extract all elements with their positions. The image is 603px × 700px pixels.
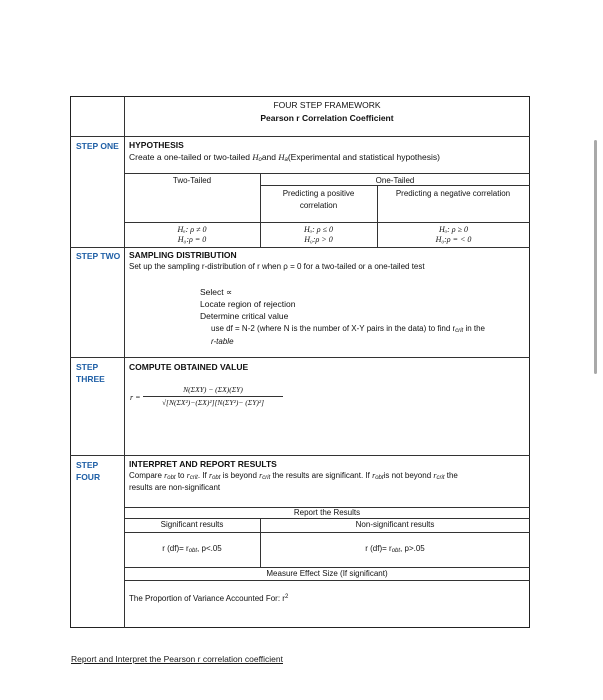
two-tailed-h1: Hₐ: ρ ≠ 0 (177, 225, 207, 234)
divider (70, 455, 530, 456)
significant-header: Significant results (160, 520, 224, 529)
negative-h0: H₀:ρ = < 0 (435, 235, 472, 244)
formula-numerator: N(ΣXY) − (ΣX)(ΣY) (183, 385, 243, 394)
divider (124, 567, 530, 568)
divider (124, 222, 530, 223)
step-one-text: Create a one-tailed or two-tailed Hoand Ha(Experimental and statistical hypothesis) (129, 152, 440, 163)
step-four-text-line2: results are non-significant (129, 483, 221, 492)
divider (70, 247, 530, 248)
divider (124, 580, 530, 581)
report-results-header: Report the Results (293, 508, 361, 517)
divider (260, 185, 530, 186)
step-two-text: Set up the sampling r-distribution of r when ρ = 0 for a two-tailed or a one-tailed test (129, 262, 425, 271)
vertical-scrollbar[interactable] (594, 140, 597, 374)
positive-h0: H₀:ρ > 0 (304, 235, 333, 244)
step-one-label: STEP ONE (76, 141, 119, 151)
non-significant-value: r (df)= robt, p>.05 (365, 544, 425, 554)
divider (124, 173, 530, 174)
divider (124, 532, 530, 533)
two-tailed-header: Two-Tailed (172, 176, 212, 185)
interpret-pearson-link[interactable]: Report and Interpret the Pearson r correlation coefficient (71, 654, 283, 664)
significant-value: r (df)= robt, p<.05 (162, 544, 222, 554)
step-four-heading: INTERPRET AND REPORT RESULTS (129, 459, 277, 469)
one-tailed-header: One-Tailed (375, 176, 415, 185)
negative-h1: Hₐ: ρ ≥ 0 (438, 225, 468, 234)
use-df: use df = N-2 (where N is the number of X-Y pairs in the data) to find rcrit in the (211, 324, 486, 334)
r-equals: r = (130, 393, 141, 402)
divider (70, 357, 530, 358)
positive-h1: Hₐ: ρ ≤ 0 (303, 225, 333, 234)
positive-correlation-header: Predicting a positive correlation (282, 189, 355, 210)
step-three-heading: COMPUTE OBTAINED VALUE (129, 362, 249, 372)
negative-correlation-header: Predicting a negative correlation (395, 189, 511, 198)
fraction-bar (143, 396, 283, 397)
step-four-label: STEP FOUR (76, 460, 101, 482)
table-subtitle: Pearson r Correlation Coefficient (260, 113, 394, 123)
formula-denominator: √[N(ΣX²)−(ΣX)²][N(ΣY²)− (ΣY)²] (161, 398, 265, 407)
step-two-heading: SAMPLING DISTRIBUTION (129, 250, 237, 260)
step-one-heading: HYPOTHESIS (129, 140, 184, 150)
r-table: r-table (211, 337, 234, 346)
effect-size-header: Measure Effect Size (If significant) (266, 569, 388, 578)
determine-critical: Determine critical value (200, 311, 289, 321)
step-four-text-line1: Compare robt to rcrit. If robt is beyond rcrit the results are significant. If robtis not beyond rcrit the (129, 471, 458, 481)
divider (124, 518, 530, 519)
select-alpha: Select ∝ (200, 287, 233, 297)
two-tailed-h0: H₀:ρ = 0 (177, 235, 207, 244)
variance-accounted: The Proportion of Variance Accounted For: $r^2$ (129, 594, 289, 603)
step-two-label: STEP TWO (76, 251, 121, 261)
step-three-label: STEP THREE (76, 362, 105, 384)
divider (70, 136, 530, 137)
locate-region: Locate region of rejection (200, 299, 296, 309)
non-significant-header: Non-significant results (355, 520, 435, 529)
table-title: FOUR STEP FRAMEWORK (273, 100, 381, 110)
